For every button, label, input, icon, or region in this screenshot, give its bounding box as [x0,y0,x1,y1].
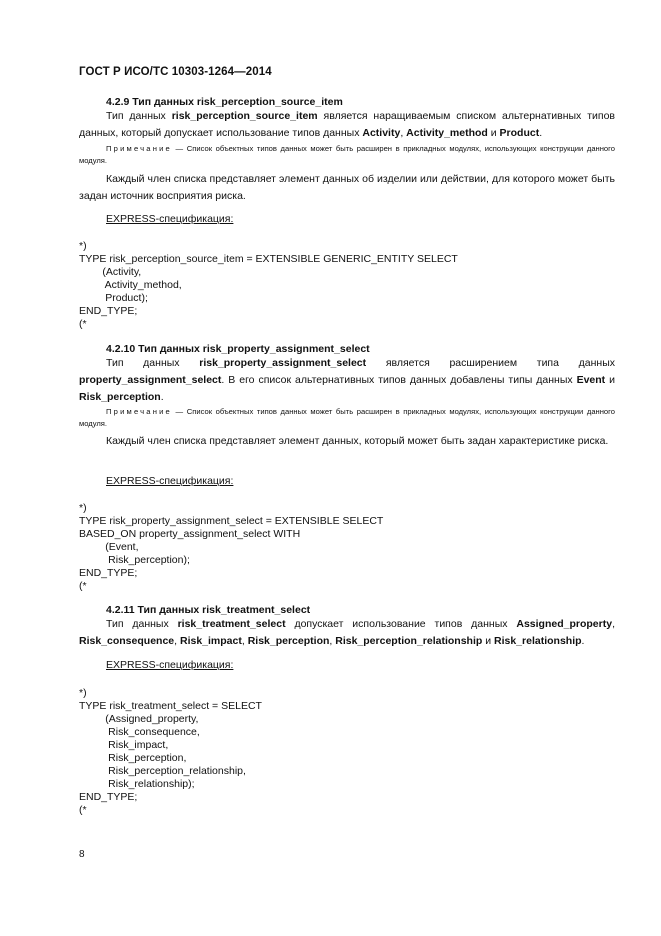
section-4-2-9-paragraph-1: Тип данных risk_perception_source_item является наращиваемым списком альтернативных типов данных, который допускает использование типов данных Activity, Activity_method и Product. [79,110,615,139]
section-4-2-9-paragraph-2: Каждый член списка представляет элемент данных об изделии или действии, для которого может быть задан источник восприятия риска. [79,173,615,202]
section-4-2-11-express-label: EXPRESS-спецификация: [106,659,234,671]
section-heading-4-2-9: 4.2.9 Тип данных risk_perception_source_item [106,96,343,108]
section-4-2-10-paragraph-1: Тип данных risk_property_assignment_select является расширением типа данных property_assignment_select. В его список альтернативных типов данных добавлены типы данных Event и Risk_perception. [79,357,615,403]
section-4-2-9-note: Примечание — Список объектных типов данных может быть расширен в прикладных модулях, использующих конструкции данного модуля. [79,144,615,165]
section-4-2-10-paragraph-2: Каждый член списка представляет элемент данных, который может быть задан характеристике риска. [106,435,609,447]
section-heading-4-2-10: 4.2.10 Тип данных risk_property_assignment_select [106,343,370,355]
section-4-2-9-express-label: EXPRESS-спецификация: [106,213,234,225]
document-header: ГОСТ Р ИСО/ТС 10303-1264—2014 [79,66,272,78]
section-4-2-10-express-label: EXPRESS-спецификация: [106,475,234,487]
section-4-2-9-express-code: *) TYPE risk_perception_source_item = EXTENSIBLE GENERIC_ENTITY SELECT (Activity, Activity_method, Product); END_TYPE; (* [79,240,458,330]
section-4-2-10-note: Примечание — Список объектных типов данных может быть расширен в прикладных модулях, использующих конструкции данного модуля. [79,407,615,428]
section-4-2-10-express-code: *) TYPE risk_property_assignment_select = EXTENSIBLE SELECT BASED_ON property_assignment_select WITH (Event, Risk_perception); END_TYPE; (* [79,502,384,592]
section-4-2-11-express-code: *) TYPE risk_treatment_select = SELECT (Assigned_property, Risk_consequence, Risk_impact, Risk_perception, Risk_perception_relationship, Risk_relationship); END_TYPE; (* [79,687,262,816]
section-heading-4-2-11: 4.2.11 Тип данных risk_treatment_select [106,604,311,616]
page-number: 8 [79,849,85,860]
section-4-2-11-paragraph-1: Тип данных risk_treatment_select допускает использование типов данных Assigned_property, Risk_consequence, Risk_impact, Risk_perception, Risk_perception_relationship и Risk_relationship. [79,618,615,647]
